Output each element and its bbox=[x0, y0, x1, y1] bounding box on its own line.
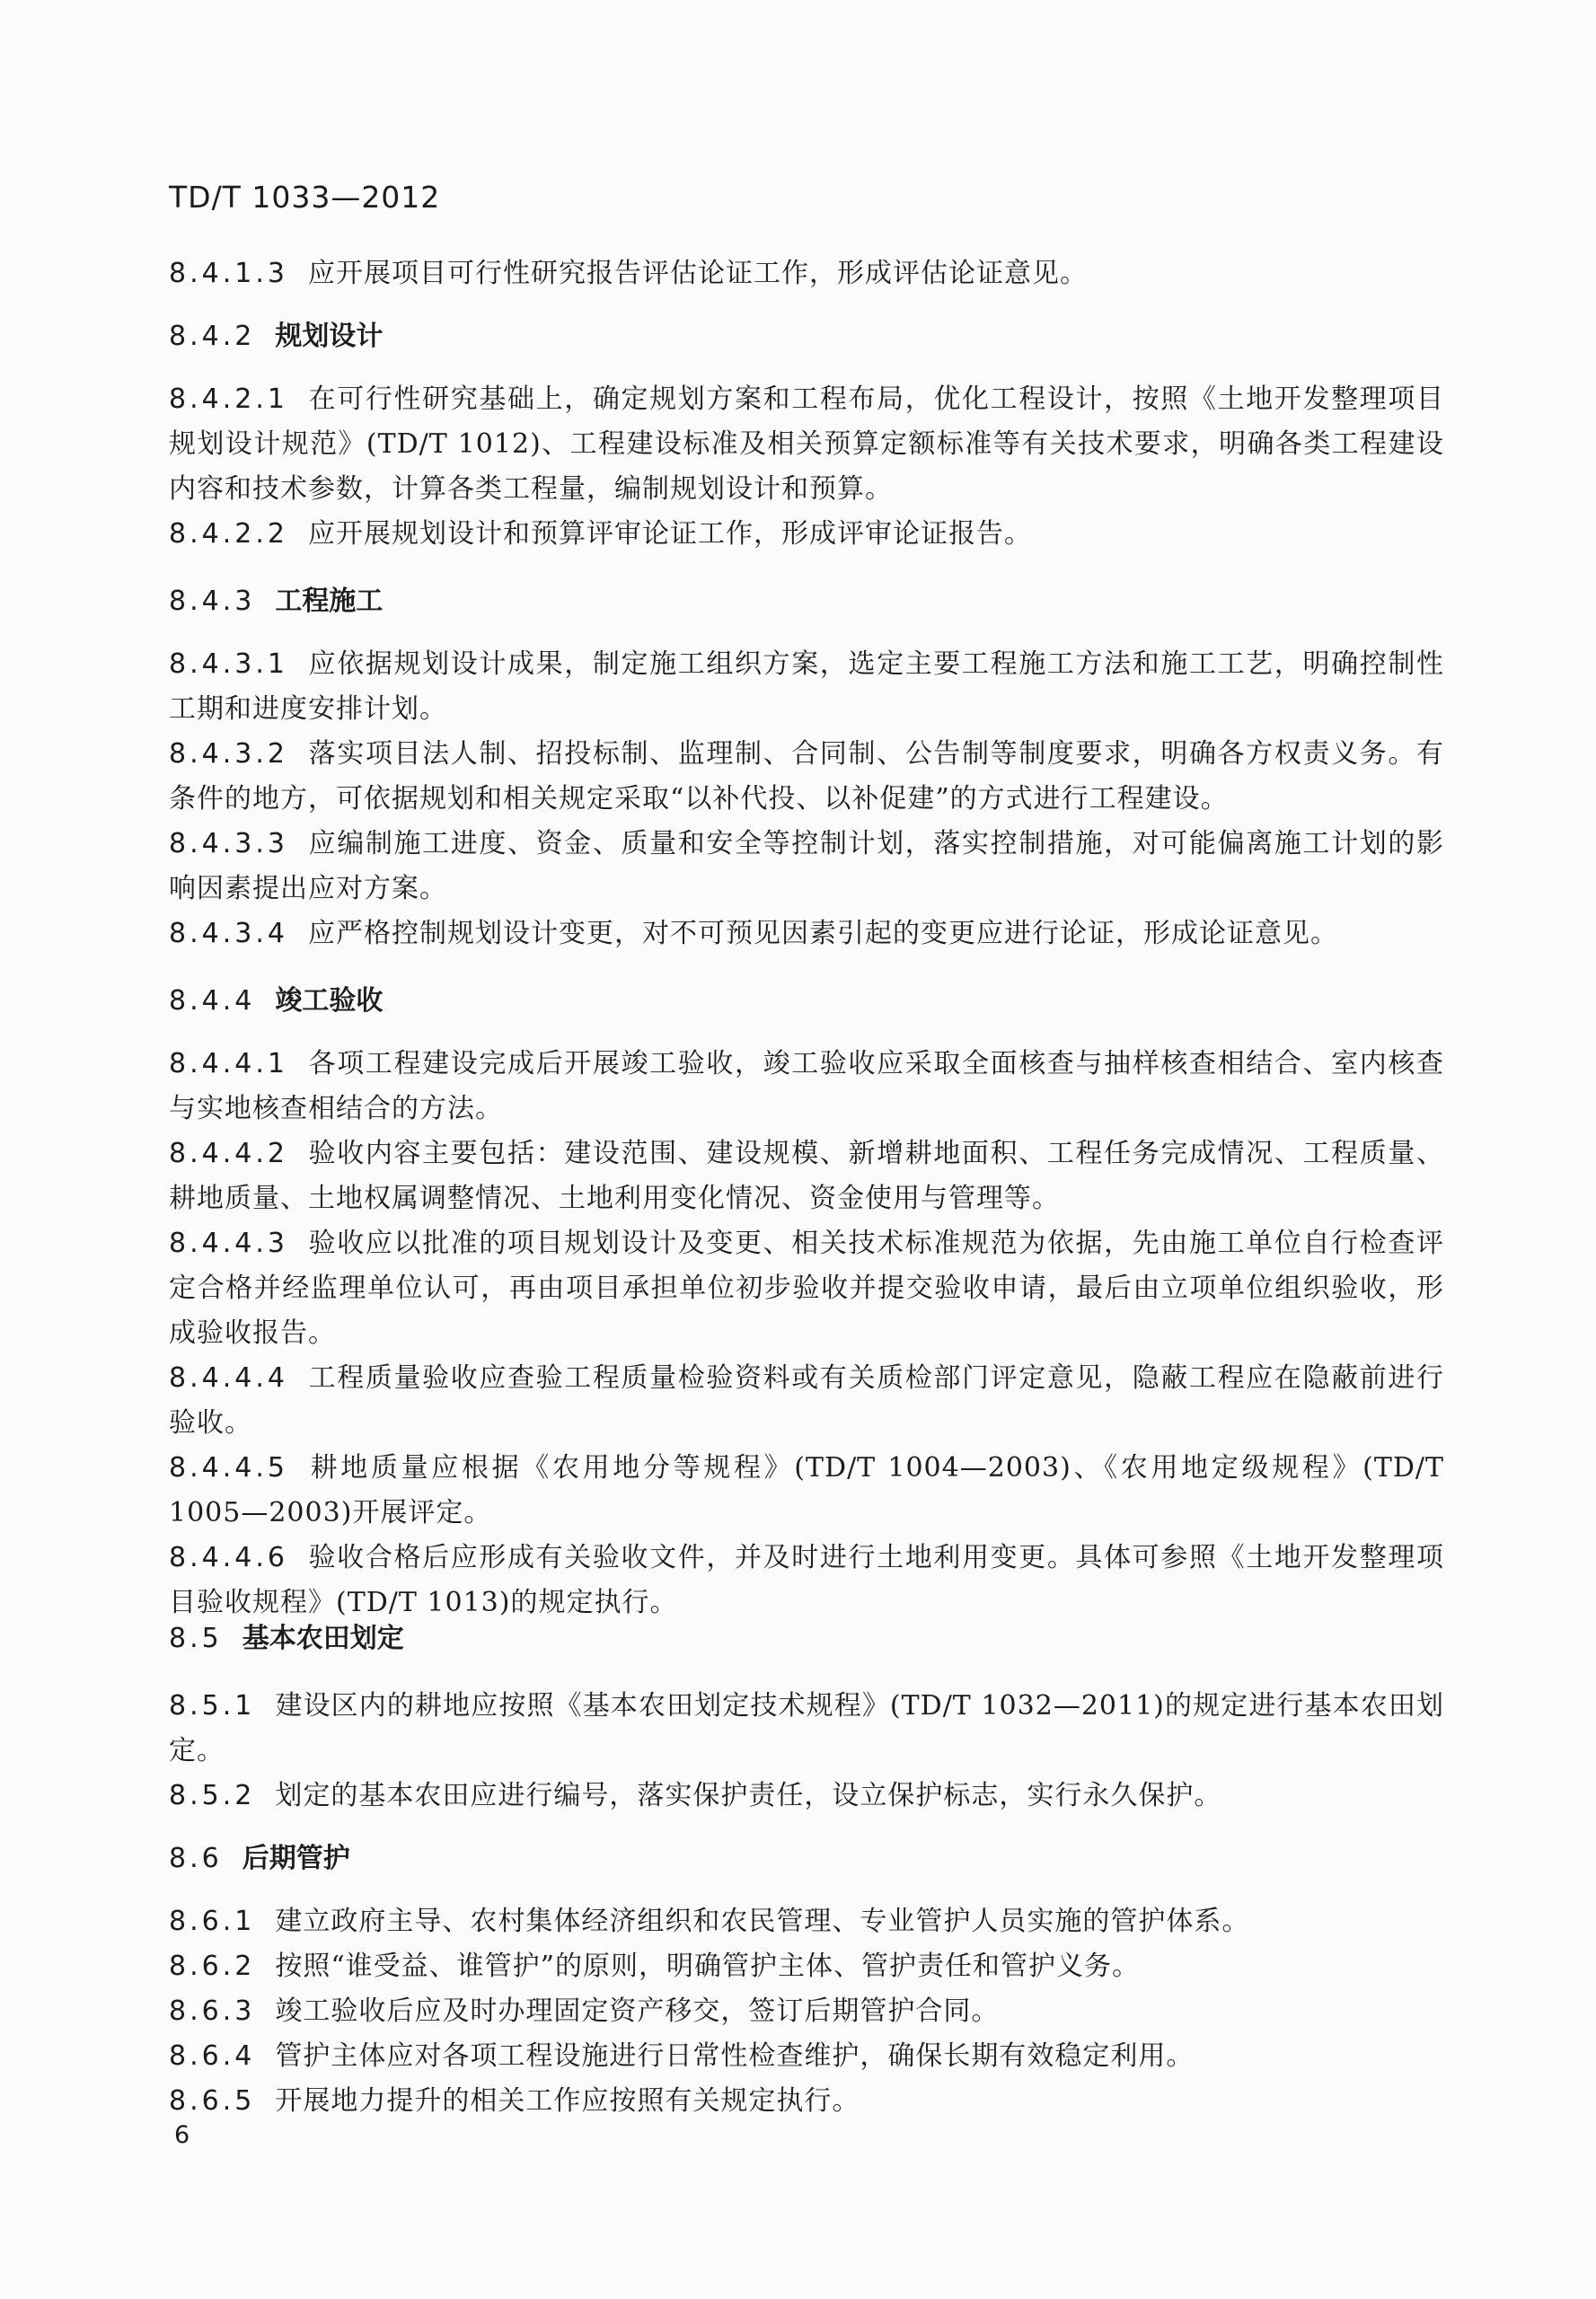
clause-number: 8.4.3.1 bbox=[169, 648, 288, 680]
clause-8-4-4-2 bbox=[169, 1132, 1444, 1221]
clause-number: 8.6.3 bbox=[169, 1995, 256, 2027]
clause-8-4-4-4 bbox=[169, 1356, 1444, 1446]
section-title: 竣工验收 bbox=[275, 985, 384, 1017]
clause-8-4-3-3 bbox=[169, 822, 1444, 912]
section-heading-8-5 bbox=[169, 1616, 1444, 1661]
clause-text: 应开展规划设计和预算评审论证工作，形成评审论证报告。 bbox=[307, 518, 1032, 550]
section-heading-8-6 bbox=[169, 1837, 1444, 1881]
section-number: 8.4.2 bbox=[169, 321, 256, 352]
clause-8-4-3-1 bbox=[169, 642, 1444, 732]
clause-text: 验收合格后应形成有关验收文件，并及时进行土地利用变更。具体可参照《土地开发整理项目验收规程》(TD/T 1013)的规定执行。 bbox=[169, 1542, 1444, 1618]
clause-number: 8.4.3.4 bbox=[169, 918, 288, 949]
section-title: 后期管护 bbox=[242, 1843, 350, 1874]
clause-8-4-4-3 bbox=[169, 1221, 1444, 1356]
clause-text: 按照“谁受益、谁管护”的原则，明确管护主体、管护责任和管护义务。 bbox=[275, 1951, 1141, 1982]
section-heading-8-4-4 bbox=[169, 979, 1444, 1024]
clause-text: 竣工验收后应及时办理固定资产移交，签订后期管护合同。 bbox=[275, 1995, 1000, 2027]
clause-number: 8.4.3.3 bbox=[169, 828, 288, 859]
clause-text: 在可行性研究基础上，确定规划方案和工程布局，优化工程设计，按照《土地开发整理项目规划设计规范》(TD/T 1012)、工程建设标准及相关预算定额标准等有关技术要求，明确各类工程建设内容和技术参数，计算各类工程量，编制规划设计和预算。 bbox=[169, 383, 1444, 505]
clause-8-6-5 bbox=[169, 2079, 1444, 2124]
clause-text: 建立政府主导、农村集体经济组织和农民管理、专业管护人员实施的管护体系。 bbox=[275, 1906, 1250, 1937]
clause-8-6-1 bbox=[169, 1899, 1444, 1944]
clause-text: 落实项目法人制、招投标制、监理制、合同制、公告制等制度要求，明确各方权责义务。有条件的地方，可依据规划和相关规定采取“以补代投、以补促建”的方式进行工程建设。 bbox=[169, 738, 1444, 815]
clause-text: 管护主体应对各项工程设施进行日常性检查维护，确保长期有效稳定利用。 bbox=[275, 2040, 1195, 2072]
clause-8-6-4 bbox=[169, 2034, 1444, 2079]
clause-text: 工程质量验收应查验工程质量检验资料或有关质检部门评定意见，隐蔽工程应在隐蔽前进行验收。 bbox=[169, 1362, 1444, 1439]
clause-number: 8.5.2 bbox=[169, 1780, 256, 1811]
section-number: 8.4.4 bbox=[169, 985, 256, 1017]
clause-number: 8.6.4 bbox=[169, 2040, 256, 2072]
clause-text: 划定的基本农田应进行编号，落实保护责任，设立保护标志，实行永久保护。 bbox=[275, 1780, 1222, 1811]
clause-number: 8.4.1.3 bbox=[169, 258, 288, 289]
clause-8-5-1 bbox=[169, 1684, 1444, 1774]
clause-number: 8.4.4.4 bbox=[169, 1362, 288, 1394]
clause-8-4-1-3 bbox=[169, 251, 1444, 296]
clause-number: 8.5.1 bbox=[169, 1690, 256, 1722]
clause-8-5-2 bbox=[169, 1774, 1444, 1819]
clause-8-4-4-5 bbox=[169, 1446, 1444, 1536]
clause-number: 8.4.4.1 bbox=[169, 1048, 288, 1079]
section-heading-8-4-2 bbox=[169, 314, 1444, 359]
section-number: 8.6 bbox=[169, 1843, 223, 1874]
clause-number: 8.4.4.5 bbox=[169, 1452, 288, 1484]
page-number: 6 bbox=[174, 2121, 190, 2149]
standard-code-header: TD/T 1033—2012 bbox=[169, 180, 441, 215]
clause-text: 开展地力提升的相关工作应按照有关规定执行。 bbox=[275, 2085, 860, 2117]
clause-number: 8.4.4.6 bbox=[169, 1542, 288, 1573]
clause-8-4-4-6 bbox=[169, 1536, 1444, 1625]
clause-number: 8.4.3.2 bbox=[169, 738, 288, 770]
clause-number: 8.4.4.3 bbox=[169, 1228, 288, 1259]
clause-number: 8.4.2.2 bbox=[169, 518, 288, 550]
clause-text: 各项工程建设完成后开展竣工验收，竣工验收应采取全面核查与抽样核查相结合、室内核查与实地核查相结合的方法。 bbox=[169, 1048, 1444, 1124]
clause-text: 建设区内的耕地应按照《基本农田划定技术规程》(TD/T 1032—2011)的规定进行基本农田划定。 bbox=[169, 1690, 1444, 1766]
clause-text: 验收应以批准的项目规划设计及变更、相关技术标准规范为依据，先由施工单位自行检查评定合格并经监理单位认可，再由项目承担单位初步验收并提交验收申请，最后由立项单位组织验收，形成验收报告。 bbox=[169, 1228, 1444, 1349]
clause-text: 应依据规划设计成果，制定施工组织方案，选定主要工程施工方法和施工工艺，明确控制性工期和进度安排计划。 bbox=[169, 648, 1444, 725]
section-number: 8.5 bbox=[169, 1623, 223, 1654]
section-heading-8-4-3 bbox=[169, 579, 1444, 624]
section-title: 基本农田划定 bbox=[242, 1623, 404, 1654]
clause-number: 8.6.5 bbox=[169, 2085, 256, 2117]
clause-number: 8.4.4.2 bbox=[169, 1138, 288, 1169]
clause-8-4-2-2 bbox=[169, 512, 1444, 557]
section-title: 工程施工 bbox=[275, 586, 384, 617]
clause-number: 8.6.1 bbox=[169, 1906, 256, 1937]
clause-text: 应编制施工进度、资金、质量和安全等控制计划，落实控制措施，对可能偏离施工计划的影响因素提出应对方案。 bbox=[169, 828, 1444, 904]
clause-number: 8.4.2.1 bbox=[169, 383, 288, 415]
clause-8-4-3-2 bbox=[169, 732, 1444, 822]
clause-8-6-2 bbox=[169, 1944, 1444, 1989]
clause-text: 应开展项目可行性研究报告评估论证工作，形成评估论证意见。 bbox=[307, 258, 1088, 289]
clause-text: 应严格控制规划设计变更，对不可预见因素引起的变更应进行论证，形成论证意见。 bbox=[307, 918, 1338, 949]
clause-number: 8.6.2 bbox=[169, 1951, 256, 1982]
clause-8-4-3-4 bbox=[169, 912, 1444, 956]
clause-text: 耕地质量应根据《农用地分等规程》(TD/T 1004—2003)、《农用地定级规程》(TD/T 1005—2003)开展评定。 bbox=[169, 1452, 1444, 1528]
clause-8-4-2-1 bbox=[169, 377, 1444, 512]
clause-8-4-4-1 bbox=[169, 1042, 1444, 1132]
clause-text: 验收内容主要包括：建设范围、建设规模、新增耕地面积、工程任务完成情况、工程质量、耕地质量、土地权属调整情况、土地利用变化情况、资金使用与管理等。 bbox=[169, 1138, 1444, 1214]
clause-8-6-3 bbox=[169, 1989, 1444, 2034]
section-title: 规划设计 bbox=[275, 321, 384, 352]
section-number: 8.4.3 bbox=[169, 586, 256, 617]
